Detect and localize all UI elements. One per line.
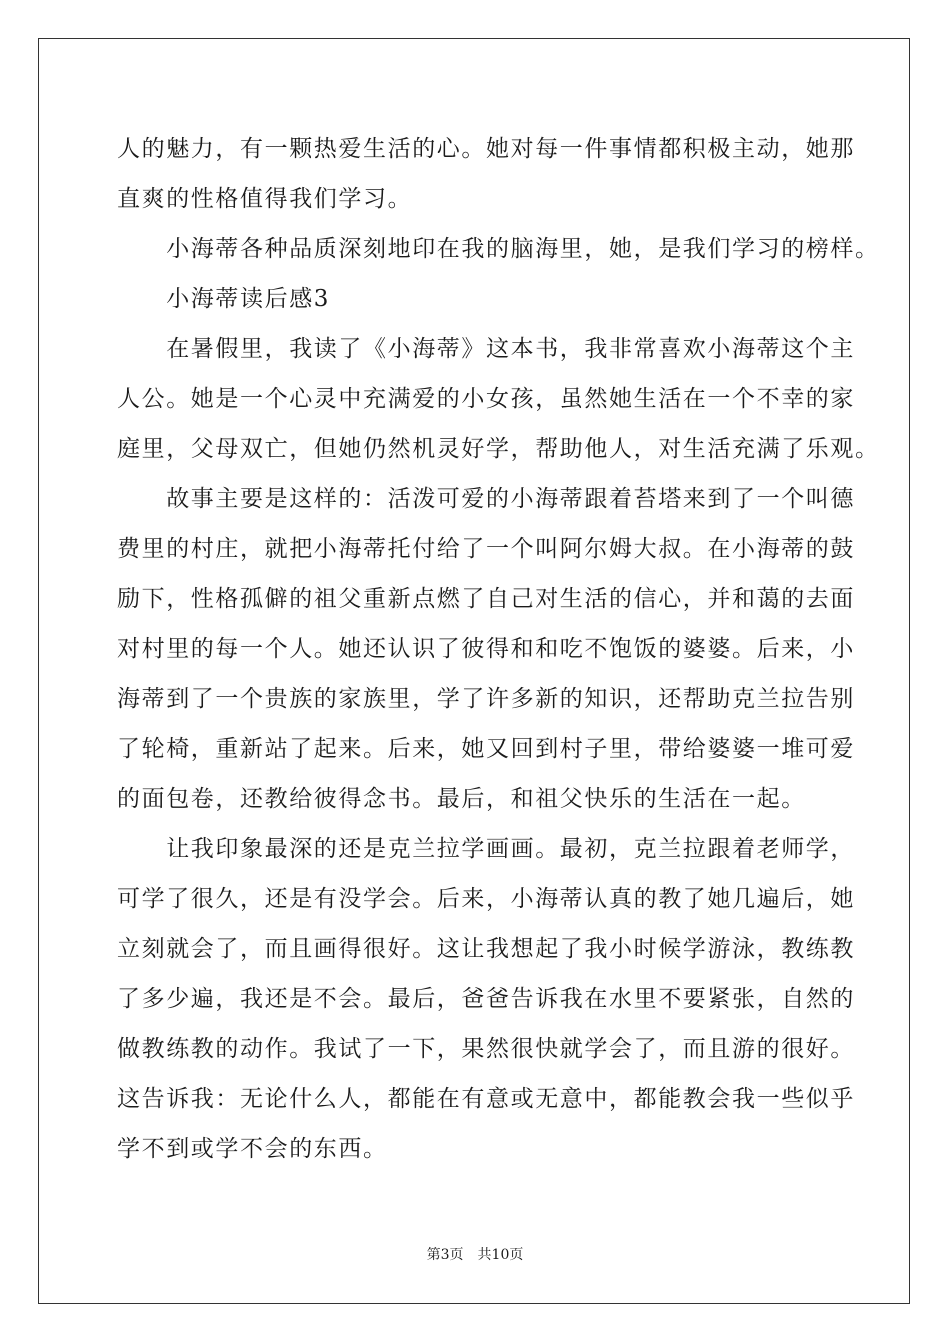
text-line: 故事主要是这样的：活泼可爱的小海蒂跟着苔塔来到了一个叫德 [117,486,855,512]
page-number: 第3页 [426,1247,464,1263]
text-line: 在暑假里，我读了《小海蒂》这本书，我非常喜欢小海蒂这个主 [117,336,855,362]
text-line: 这告诉我：无论什么人，都能在有意或无意中，都能教会我一些似乎 [117,1086,855,1112]
text-line: 可学了很久，还是有没学会。后来，小海蒂认真的教了她几遍后，她 [117,886,855,912]
text-line: 立刻就会了，而且画得很好。这让我想起了我小时候学游泳，教练教 [117,936,855,962]
text-line: 海蒂到了一个贵族的家族里，学了许多新的知识，还帮助克兰拉告别 [117,686,855,712]
text-line: 费里的村庄，就把小海蒂托付给了一个叫阿尔姆大叔。在小海蒂的鼓 [117,536,855,562]
text-line: 了多少遍，我还是不会。最后，爸爸告诉我在水里不要紧张，自然的 [117,986,855,1012]
text-line: 直爽的性格值得我们学习。 [117,186,413,212]
text-line: 庭里，父母双亡，但她仍然机灵好学，帮助他人，对生活充满了乐观。 [117,436,880,462]
text-line: 小海蒂各种品质深刻地印在我的脑海里，她，是我们学习的榜样。 [117,236,880,262]
document-body [117,124,880,1174]
text-line: 让我印象最深的还是克兰拉学画画。最初，克兰拉跟着老师学， [117,836,855,862]
text-line: 人的魅力，有一颗热爱生活的心。她对每一件事情都积极主动，她那 [117,136,855,162]
page-total: 共10页 [477,1247,524,1263]
text-line: 了轮椅，重新站了起来。后来，她又回到村子里，带给婆婆一堆可爱 [117,736,855,762]
text-line: 的面包卷，还教给彼得念书。最后，和祖父快乐的生活在一起。 [117,786,806,812]
text-line: 学不到或学不会的东西。 [117,1136,388,1162]
page-footer [0,1244,950,1264]
section-heading: 小海蒂读后感3 [117,286,331,312]
text-line: 做教练教的动作。我试了一下，果然很快就学会了，而且游的很好。 [117,1036,855,1062]
text-line: 励下，性格孤僻的祖父重新点燃了自己对生活的信心，并和蔼的去面 [117,586,855,612]
text-line: 对村里的每一个人。她还认识了彼得和和吃不饱饭的婆婆。后来，小 [117,636,855,662]
text-line: 人公。她是一个心灵中充满爱的小女孩，虽然她生活在一个不幸的家 [117,386,855,412]
